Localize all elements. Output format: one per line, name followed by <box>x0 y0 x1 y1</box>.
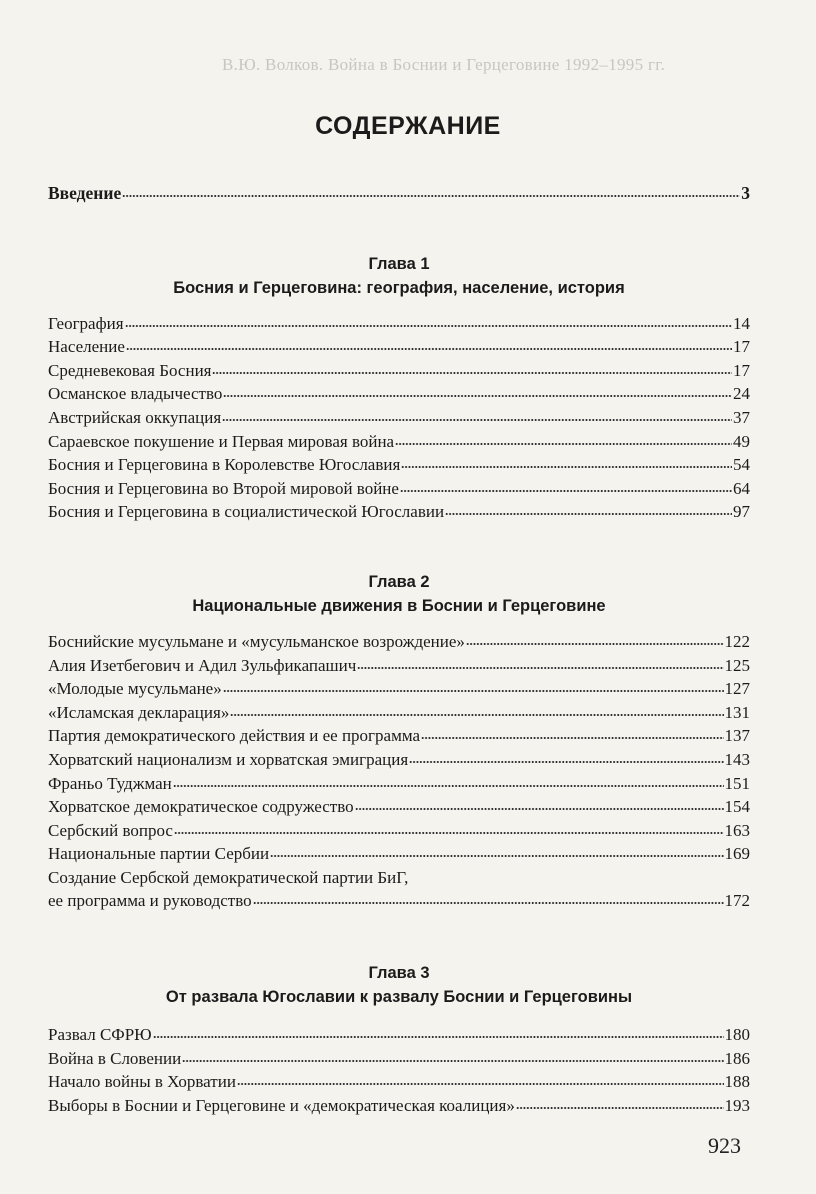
toc-entry <box>48 1070 750 1094</box>
dot-leader <box>395 442 732 446</box>
toc-entry <box>48 1047 750 1071</box>
toc-entry <box>48 842 750 866</box>
toc-entry-page: 122 <box>724 631 750 651</box>
toc-entry-title: Босния и Герцеговина во Второй мировой войне <box>48 478 399 498</box>
show-through-running-head: В.Ю. Волков. Война в Боснии и Герцеговине 1992–1995 гг. <box>222 55 666 74</box>
toc-entry-page: 17 <box>733 360 750 380</box>
toc-entry <box>48 701 750 725</box>
toc-entry <box>48 406 750 430</box>
dot-leader <box>401 465 732 469</box>
toc-entry-title: Сараевское покушение и Первая мировая война <box>48 431 395 451</box>
dot-leader <box>182 1059 723 1063</box>
toc-entry-title: Выборы в Боснии и Герцеговине и «демократическая коалиция» <box>48 1095 515 1115</box>
dot-leader <box>126 347 732 351</box>
dot-leader <box>212 371 732 375</box>
dot-leader <box>466 642 724 646</box>
dot-leader <box>400 489 732 493</box>
toc-entry-title: Франьо Туджман <box>48 773 172 793</box>
toc-entry <box>48 677 750 701</box>
toc-entry-page: 154 <box>724 797 750 817</box>
toc-entry-page: 127 <box>724 679 750 699</box>
dot-leader <box>355 807 724 811</box>
dot-leader <box>223 689 724 693</box>
toc-entry-title: Босния и Герцеговина в Королевстве Югославия <box>48 455 401 475</box>
toc-entry-title: Хорватский национализм и хорватская эмиграция <box>48 749 409 769</box>
dot-leader <box>421 736 723 740</box>
dot-leader <box>516 1106 724 1110</box>
toc-entry-title: Средневековая Босния <box>48 360 212 380</box>
toc-entry-title: Создание Сербской демократической партии БиГ, <box>48 867 409 887</box>
toc-entry <box>48 477 750 501</box>
toc-entry <box>48 453 750 477</box>
dot-leader <box>409 760 723 764</box>
toc-entry-title-continuation: ее программа и руководство <box>48 891 252 911</box>
toc-entry-page: 193 <box>724 1095 750 1115</box>
toc-entry-page: 17 <box>733 337 750 357</box>
toc-entry-page: 143 <box>724 749 750 769</box>
toc-entry-title: География <box>48 313 124 333</box>
toc-entry-page: 125 <box>724 655 750 675</box>
toc-entry-title: Сербский вопрос <box>48 820 173 840</box>
toc-entry-title: Алия Изетбегович и Адил Зульфикапашич <box>48 655 357 675</box>
toc-entry <box>48 1094 750 1118</box>
toc-entry <box>48 312 750 336</box>
toc-entry-page: 188 <box>724 1072 750 1092</box>
toc-entry-title: Развал СФРЮ <box>48 1025 152 1045</box>
toc-entry <box>48 819 750 843</box>
toc-entry-title: Начало войны в Хорватии <box>48 1072 236 1092</box>
toc-entry-page: 180 <box>724 1025 750 1045</box>
toc-entry-title: Австрийская оккупация <box>48 407 222 427</box>
toc-entry-title: Война в Словении <box>48 1048 182 1068</box>
toc-entry-page: 3 <box>741 183 750 203</box>
toc-entry-page: 54 <box>733 455 750 475</box>
toc-entry-title: «Молодые мусульмане» <box>48 679 222 699</box>
dot-leader <box>270 854 723 858</box>
toc-entry-page: 172 <box>724 891 750 911</box>
toc-entry-page: 163 <box>724 820 750 840</box>
toc-entry <box>48 630 750 654</box>
toc-entry <box>48 724 750 748</box>
toc-entry-introduction <box>48 182 750 206</box>
dot-leader <box>153 1035 724 1039</box>
toc-entry-page: 186 <box>724 1048 750 1068</box>
toc-entry-page: 97 <box>733 502 750 522</box>
toc-entry-title: «Исламская декларация» <box>48 702 230 722</box>
toc-entry-page: 64 <box>733 478 750 498</box>
toc-entry-page: 151 <box>724 773 750 793</box>
toc-entry <box>48 382 750 406</box>
toc-entry <box>48 430 750 454</box>
toc-entry-title: Боснийские мусульмане и «мусульманское возрождение» <box>48 631 465 651</box>
toc-entry-title: Введение <box>48 183 122 203</box>
toc-entry-page: 14 <box>733 313 750 333</box>
dot-leader <box>125 324 732 328</box>
toc-entry-title: Босния и Герцеговина в социалистической Югославии <box>48 502 445 522</box>
toc-entry <box>48 1023 750 1047</box>
toc-entry-title: Партия демократического действия и ее программа <box>48 726 421 746</box>
dot-leader <box>237 1082 724 1086</box>
toc-entry-title: Национальные партии Сербии <box>48 844 270 864</box>
toc-entry-title: Население <box>48 337 125 357</box>
toc-entry-page: 131 <box>724 702 750 722</box>
toc-entry <box>48 795 750 819</box>
toc-entry-title: Хорватское демократическое содружество <box>48 797 354 817</box>
dot-leader <box>122 194 740 198</box>
dot-leader <box>357 666 723 670</box>
toc-entry <box>48 772 750 796</box>
toc-entry-page: 37 <box>733 407 750 427</box>
page-title: СОДЕРЖАНИЕ <box>315 112 501 140</box>
chapter-1-number: Глава 1 <box>368 254 430 273</box>
chapter-3-number: Глава 3 <box>368 964 430 983</box>
chapter-2-number: Глава 2 <box>368 572 430 591</box>
toc-entry-title: Османское владычество <box>48 384 223 404</box>
dot-leader <box>253 901 724 905</box>
toc-entry-first-line <box>48 866 750 890</box>
toc-entry-page: 24 <box>733 384 750 404</box>
dot-leader <box>230 713 723 717</box>
chapter-2-title: Национальные движения в Боснии и Герцеговине <box>192 596 606 615</box>
dot-leader <box>222 418 732 422</box>
dot-leader <box>174 831 724 835</box>
toc-entry-page: 169 <box>724 844 750 864</box>
toc-entry <box>48 359 750 383</box>
toc-entry <box>48 500 750 524</box>
chapter-3-title: От развала Югославии к развалу Боснии и Герцеговины <box>165 988 633 1007</box>
toc-entry <box>48 335 750 359</box>
dot-leader <box>445 512 732 516</box>
toc-entry <box>48 748 750 772</box>
toc-entry <box>48 654 750 678</box>
dot-leader <box>173 784 724 788</box>
toc-entry-continuation <box>48 889 750 913</box>
toc-entry-page: 137 <box>724 726 750 746</box>
page-number: 923 <box>708 1133 741 1158</box>
table-of-contents <box>48 182 750 1117</box>
dot-leader <box>223 394 732 398</box>
chapter-1-title: Босния и Герцеговина: география, население, история <box>173 278 625 297</box>
toc-entry-page: 49 <box>733 431 750 451</box>
